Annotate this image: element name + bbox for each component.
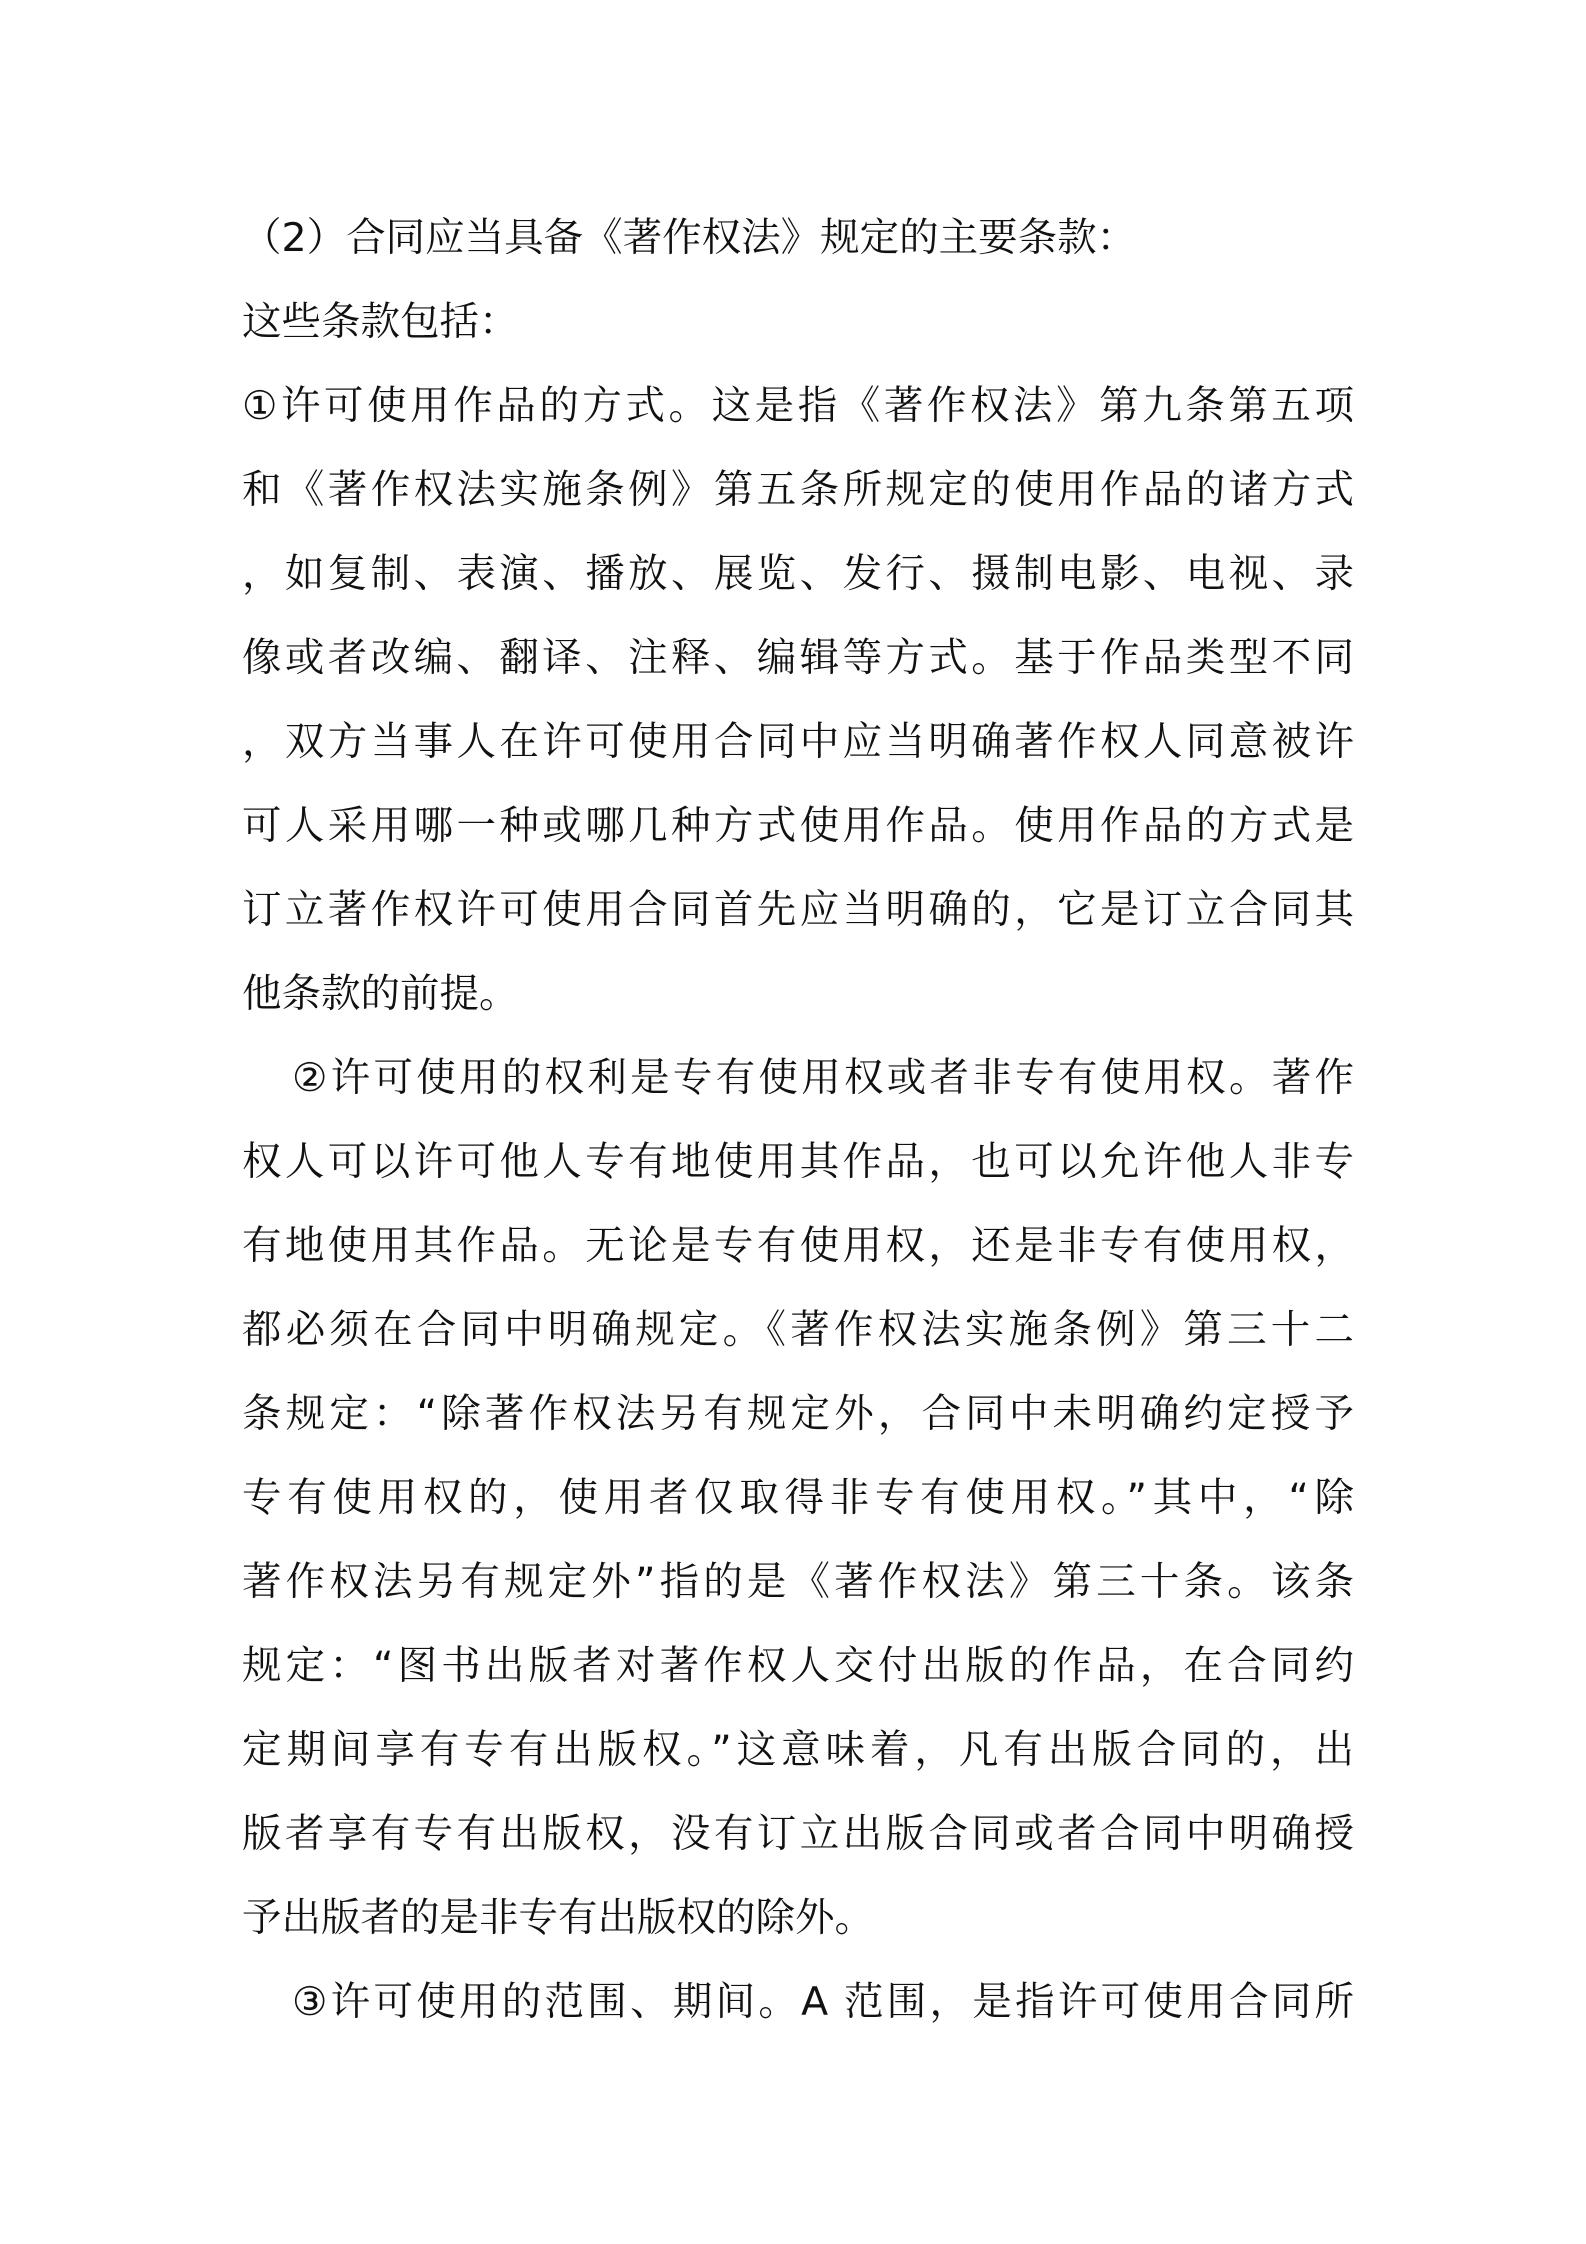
item-1-line: 他条款的前提。 xyxy=(242,971,519,1017)
intro-line: 这些条款包括： xyxy=(242,299,519,345)
section-heading: （2）合同应当具备《著作权法》规定的主要条款： xyxy=(242,215,1137,261)
item-2-line: 条规定：“除著作权法另有规定外，合同中未明确约定授予 xyxy=(242,1391,1354,1437)
item-2-line: 都必须在合同中明确规定。《著作权法实施条例》第三十二 xyxy=(242,1307,1354,1353)
item-2-line: 专有使用权的，使用者仅取得非专有使用权。”其中，“除 xyxy=(242,1475,1354,1521)
item-2-line: 规定：“图书出版者对著作权人交付出版的作品，在合同约 xyxy=(242,1643,1354,1689)
item-2-line: 权人可以许可他人专有地使用其作品，也可以允许他人非专 xyxy=(242,1139,1354,1185)
item-1-line: ，如复制、表演、播放、展览、发行、摄制电影、电视、录 xyxy=(242,551,1354,597)
item-2-line: 版者享有专有出版权，没有订立出版合同或者合同中明确授 xyxy=(242,1811,1354,1857)
item-1-line: 可人采用哪一种或哪几种方式使用作品。使用作品的方式是 xyxy=(242,803,1354,849)
item-2-line: 有地使用其作品。无论是专有使用权，还是非专有使用权， xyxy=(242,1223,1354,1269)
document-body xyxy=(242,196,1354,2044)
item-1-line: ①许可使用作品的方式。这是指《著作权法》第九条第五项 xyxy=(242,383,1354,429)
item-1-line: 订立著作权许可使用合同首先应当明确的，它是订立合同其 xyxy=(242,887,1354,933)
item-1-line: 像或者改编、翻译、注释、编辑等方式。基于作品类型不同 xyxy=(242,635,1354,681)
item-3-line: ③许可使用的范围、期间。A 范围，是指许可使用合同所 xyxy=(292,1979,1354,2025)
item-1-line: 和《著作权法实施条例》第五条所规定的使用作品的诸方式 xyxy=(242,467,1354,513)
item-2-line: 予出版者的是非专有出版权的除外。 xyxy=(242,1895,874,1941)
item-2-line: 定期间享有专有出版权。”这意味着，凡有出版合同的，出 xyxy=(242,1727,1354,1773)
item-2-line: ②许可使用的权利是专有使用权或者非专有使用权。著作 xyxy=(292,1055,1354,1101)
item-2-line: 著作权法另有规定外”指的是《著作权法》第三十条。该条 xyxy=(242,1559,1354,1605)
item-1-line: ，双方当事人在许可使用合同中应当明确著作权人同意被许 xyxy=(242,719,1354,765)
